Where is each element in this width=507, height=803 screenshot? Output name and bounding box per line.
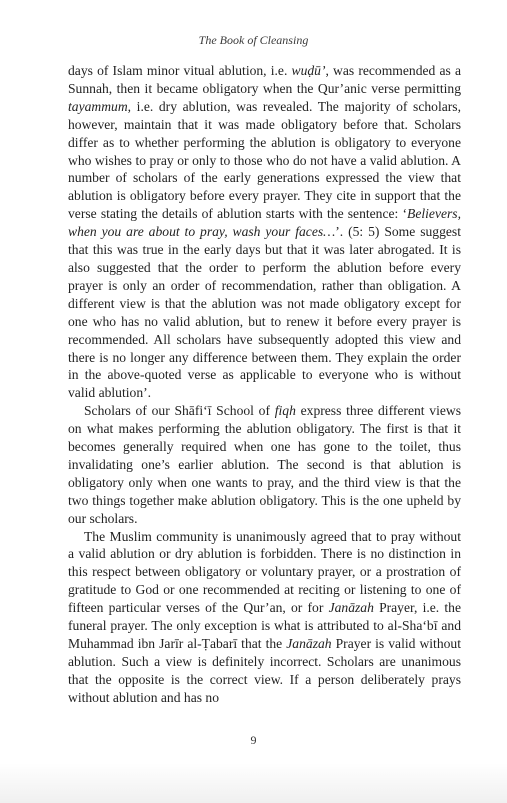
text-run: The Muslim community is unanimously agreed that to pray without a valid ablution or dry ablution is forbidden. There is no distinction in this respect between obligatory or voluntary prayer, or a prostration of gratitude to God or one recommended at reciting or listening to one of fifteen particular verses of the Qur’an, or for bbox=[68, 528, 461, 616]
italic-term: tayammum bbox=[68, 98, 128, 114]
page-number: 9 bbox=[250, 733, 257, 747]
text-run: , i.e. dry ablution, was revealed. The majority of scholars, however, maintain that it was made obligatory before that. Scholars differ as to whether performing the ablution is obligatory to everyone who wishes to pray or only to those who do not have a valid ablution. A number of scholars of the early generations expressed the view that ablution is obligatory before every prayer. They cite in support that the verse stating the details of ablution starts with the sentence: ‘ bbox=[68, 98, 461, 222]
text-run: ’. (5: 5) Some suggest that this was true in the early days but that it was later abrogated. It is also suggested that the order to perform the ablution before every prayer is only an order of recommendation, rather than obligation. A different view is that the ablution was not made obligatory except for one who has no valid ablution, but to renew it before every prayer is recommended. All scholars have subsequently adopted this view and there is no longer any difference between them. They explain the order in the above-quoted verse as applicable to everyone who is without valid ablution’. bbox=[68, 224, 461, 401]
italic-term: Believers, when you are about to pray, wash your faces… bbox=[68, 206, 461, 240]
running-head: The Book of Cleansing bbox=[198, 33, 309, 47]
body-text bbox=[68, 62, 461, 707]
text-run: Prayer, i.e. the funeral prayer. The only exception is what is attributed to al-Sha‘bī and Muhammad ibn Jarīr al-Ṭabarī that the bbox=[68, 600, 461, 651]
italic-term: fiqh bbox=[274, 403, 296, 419]
page-bottom-shade bbox=[0, 763, 507, 803]
text-run: , was recommended as a Sunnah, then it became obligatory when the Qur’anic verse permitting bbox=[68, 63, 461, 96]
text-run: Scholars of our Shāfi‘ī School of bbox=[84, 403, 275, 419]
text-run: days of Islam minor vitual ablution, i.e. bbox=[68, 63, 292, 78]
text-run: Prayer is valid without ablution. Such a view is definitely incorrect. Scholars are unanimous that the opposite is the correct view. If a person deliberately prays without ablution and has no bbox=[68, 636, 461, 705]
italic-term: Janāzah bbox=[328, 600, 374, 616]
text-run: express three different views on what makes performing the ablution obligatory. The first is that it becomes generally required when one has gone to the toilet, thus invalidating one’s earlier ablution. The second is that ablution is obligatory only when one wants to pray, and the third view is that the two things together make ablution obligatory. This is the one upheld by our scholars. bbox=[68, 403, 462, 526]
paragraph bbox=[68, 62, 461, 402]
italic-term: Janāzah bbox=[286, 636, 332, 651]
paragraph bbox=[68, 528, 461, 707]
paragraph bbox=[68, 402, 461, 527]
italic-term: wuḍū’ bbox=[291, 63, 326, 78]
